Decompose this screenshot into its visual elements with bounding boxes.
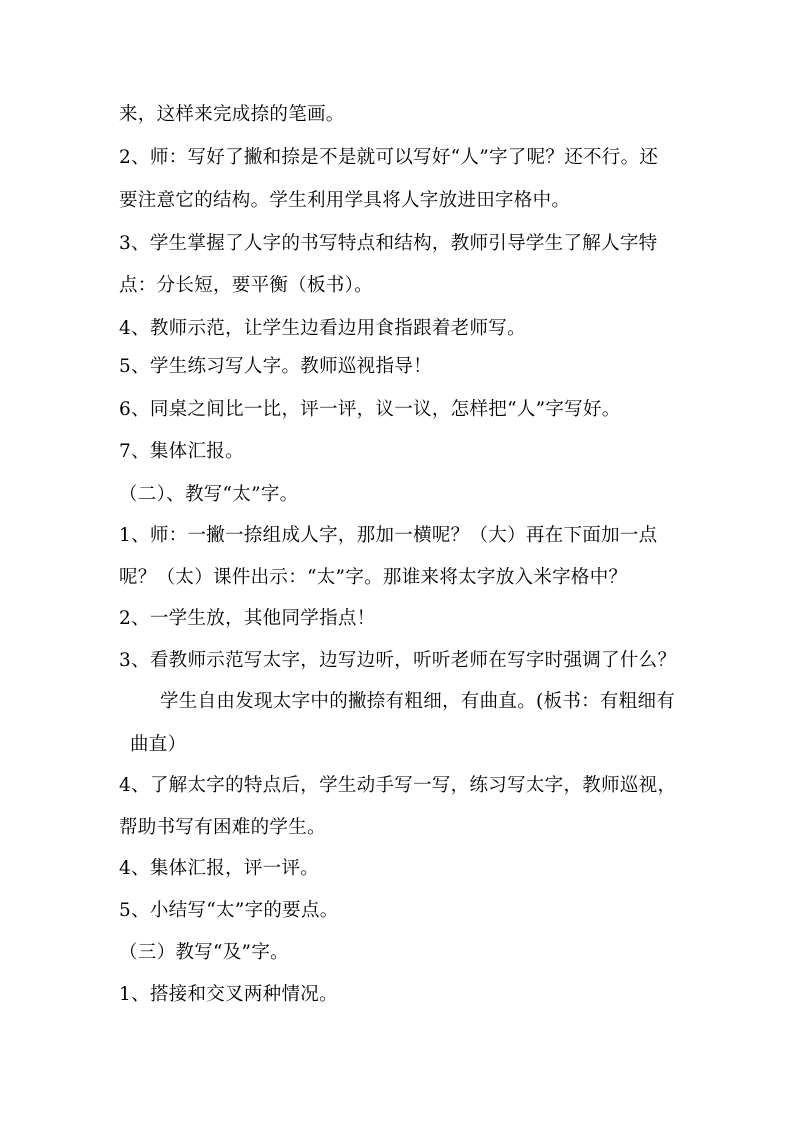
text-line: 2、一学生放，其他同学指点！	[119, 608, 376, 629]
text-line: 点：分长短，要平衡（板书）。	[119, 275, 373, 296]
section-heading: （三）教写“及”字。	[119, 942, 289, 963]
text-line: 4、了解太字的特点后，学生动手写一写，练习写太字，教师巡视，	[119, 775, 677, 796]
text-line: 来，这样来完成捺的笔画。	[119, 104, 345, 125]
text-line: 7、集体汇报。	[119, 441, 244, 462]
text-line: 6、同桌之间比一比，评一评，议一议，怎样把“人”字写好。	[119, 399, 621, 420]
text-line: 要注意它的结构。学生利用学具将人字放进田字格中。	[119, 190, 571, 211]
text-line: 5、学生练习写人字。教师巡视指导！	[119, 356, 432, 377]
text-line: 4、教师示范，让学生边看边用食指跟着老师写。	[119, 318, 526, 339]
text-line: 呢？（太）课件出示：“太”字。那谁来将太字放入米字格中？	[119, 567, 628, 588]
text-line: 3、看教师示范写太字，边写边听，听听老师在写字时强调了什么？	[119, 650, 677, 671]
text-line: 4、集体汇报，评一评。	[119, 858, 320, 879]
text-line: 1、师：一撇一捺组成人字，那加一横呢？（大）再在下面加一点	[119, 525, 658, 546]
text-line: 学生自由发现太字中的撇捺有粗细，有曲直。(板书：有粗细有	[160, 691, 676, 712]
section-heading: （二）、教写“太”字。	[119, 484, 299, 505]
text-line: 5、小结写“太”字的要点。	[119, 900, 339, 921]
text-line: 曲直）	[130, 734, 187, 755]
text-line: 2、师：写好了撇和捺是不是就可以写好“人”字了呢？还不行。还	[119, 147, 659, 168]
text-line: 3、学生掌握了人字的书写特点和结构，教师引导学生了解人字特	[119, 233, 658, 254]
text-line: 帮助书写有困难的学生。	[119, 817, 326, 838]
text-line: 1、搭接和交叉两种情况。	[119, 984, 338, 1005]
